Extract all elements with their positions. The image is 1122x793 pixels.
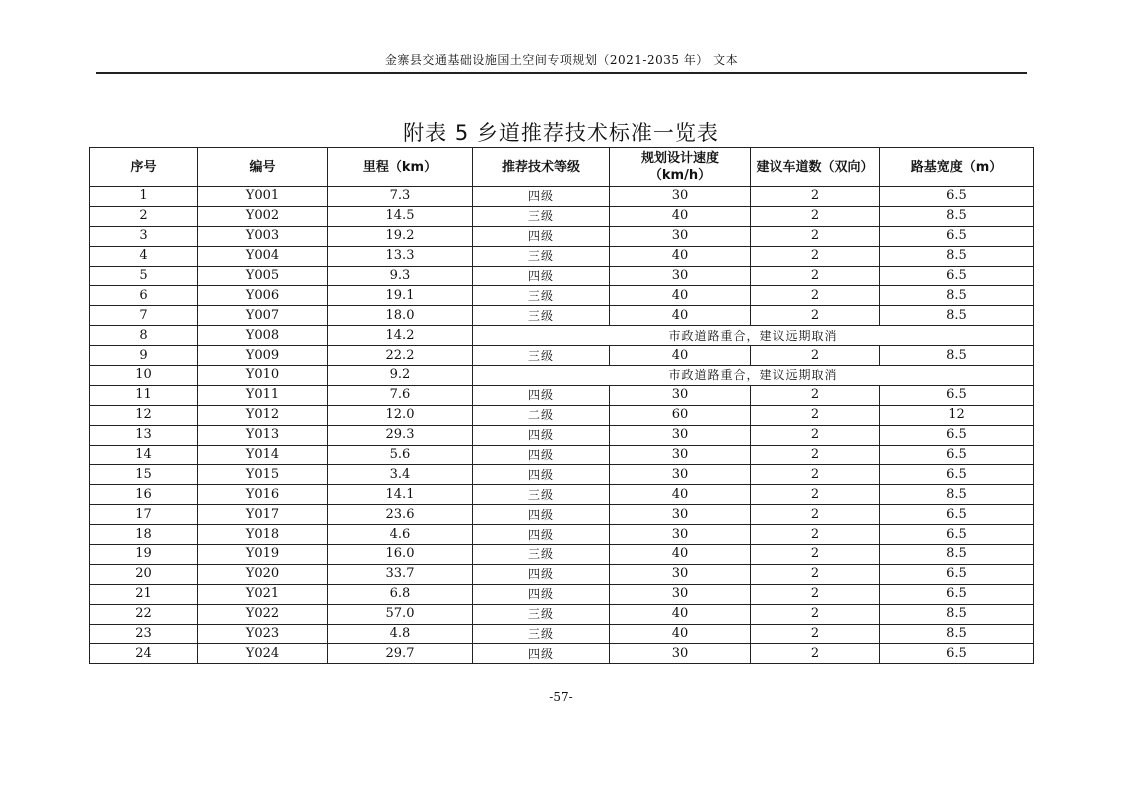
cell-grade: 二级 — [473, 405, 610, 425]
cell-width: 6.5 — [880, 525, 1034, 545]
cell-lanes: 2 — [751, 206, 880, 226]
cell-lanes: 2 — [751, 266, 880, 286]
table-row — [90, 604, 1034, 624]
cell-code: Y019 — [198, 545, 328, 565]
cell-lanes: 2 — [751, 187, 880, 207]
cell-code: Y012 — [198, 405, 328, 425]
cell-grade: 三级 — [473, 545, 610, 565]
cell-grade: 四级 — [473, 266, 610, 286]
cell-code: Y004 — [198, 246, 328, 266]
cell-speed: 30 — [610, 644, 751, 664]
cell-grade: 三级 — [473, 206, 610, 226]
cell-code: Y018 — [198, 525, 328, 545]
cell-width: 8.5 — [880, 346, 1034, 366]
cell-grade: 四级 — [473, 465, 610, 485]
cell-width: 6.5 — [880, 266, 1034, 286]
cell-code: Y022 — [198, 604, 328, 624]
cell-lanes: 2 — [751, 564, 880, 584]
cell-no: 16 — [90, 485, 198, 505]
col-header-width: 路基宽度（m） — [880, 148, 1034, 187]
cell-no: 8 — [90, 326, 198, 346]
cell-speed: 40 — [610, 624, 751, 644]
table-row — [90, 525, 1034, 545]
cell-grade: 四级 — [473, 525, 610, 545]
cell-grade: 三级 — [473, 246, 610, 266]
cell-length: 14.5 — [328, 206, 473, 226]
cell-no: 6 — [90, 286, 198, 306]
cell-grade: 四级 — [473, 564, 610, 584]
cell-code: Y007 — [198, 306, 328, 326]
cell-length: 9.3 — [328, 266, 473, 286]
cell-width: 6.5 — [880, 465, 1034, 485]
cell-speed: 30 — [610, 564, 751, 584]
col-header-lanes: 建议车道数（双向） — [751, 148, 880, 187]
col-header-code: 编号 — [198, 148, 328, 187]
cell-no: 3 — [90, 226, 198, 246]
cell-no: 4 — [90, 246, 198, 266]
table-row — [90, 564, 1034, 584]
cell-no: 7 — [90, 306, 198, 326]
table-header-row — [90, 148, 1034, 187]
cell-length: 9.2 — [328, 366, 473, 386]
cell-no: 22 — [90, 604, 198, 624]
cell-code: Y014 — [198, 445, 328, 465]
cell-grade: 三级 — [473, 306, 610, 326]
cell-speed: 30 — [610, 266, 751, 286]
table-row — [90, 286, 1034, 306]
cell-no: 19 — [90, 545, 198, 565]
cell-width: 8.5 — [880, 624, 1034, 644]
cell-width: 6.5 — [880, 505, 1034, 525]
header-rule — [96, 72, 1027, 74]
cell-length: 33.7 — [328, 564, 473, 584]
table-body — [90, 187, 1034, 664]
table-row — [90, 405, 1034, 425]
table-row — [90, 425, 1034, 445]
table-row — [90, 266, 1034, 286]
col-header-speed — [610, 148, 751, 187]
cell-lanes: 2 — [751, 246, 880, 266]
cell-grade: 四级 — [473, 445, 610, 465]
table-title: 附表 5 乡道推荐技术标准一览表 — [403, 121, 719, 145]
cell-lanes: 2 — [751, 624, 880, 644]
cell-width: 8.5 — [880, 545, 1034, 565]
cell-width: 6.5 — [880, 385, 1034, 405]
cell-code: Y017 — [198, 505, 328, 525]
table-row — [90, 584, 1034, 604]
cell-width: 6.5 — [880, 564, 1034, 584]
table-row — [90, 246, 1034, 266]
table-row — [90, 385, 1034, 405]
cell-grade: 四级 — [473, 644, 610, 664]
cell-length: 6.8 — [328, 584, 473, 604]
cell-code: Y011 — [198, 385, 328, 405]
cell-lanes: 2 — [751, 644, 880, 664]
cell-length: 13.3 — [328, 246, 473, 266]
cell-no: 9 — [90, 346, 198, 366]
cell-width: 8.5 — [880, 286, 1034, 306]
cell-width: 6.5 — [880, 584, 1034, 604]
cell-lanes: 2 — [751, 465, 880, 485]
cell-lanes: 2 — [751, 604, 880, 624]
cell-length: 4.8 — [328, 624, 473, 644]
cell-length: 7.6 — [328, 385, 473, 405]
cell-code: Y005 — [198, 266, 328, 286]
cell-lanes: 2 — [751, 306, 880, 326]
cell-code: Y006 — [198, 286, 328, 306]
cell-width: 12 — [880, 405, 1034, 425]
page-number: -57- — [549, 690, 573, 704]
cell-speed: 30 — [610, 525, 751, 545]
cell-no: 15 — [90, 465, 198, 485]
cell-lanes: 2 — [751, 405, 880, 425]
cell-speed: 30 — [610, 465, 751, 485]
cell-lanes: 2 — [751, 385, 880, 405]
cell-no: 10 — [90, 366, 198, 386]
running-header: 金寨县交通基础设施国土空间专项规划（2021-2035 年） 文本 — [384, 53, 739, 67]
cell-code: Y016 — [198, 485, 328, 505]
cell-width: 6.5 — [880, 425, 1034, 445]
cell-speed: 40 — [610, 346, 751, 366]
table-row — [90, 485, 1034, 505]
cell-length: 29.7 — [328, 644, 473, 664]
cell-width: 8.5 — [880, 306, 1034, 326]
table-row — [90, 445, 1034, 465]
cell-no: 24 — [90, 644, 198, 664]
cell-width: 8.5 — [880, 246, 1034, 266]
table-row — [90, 366, 1034, 386]
cell-no: 20 — [90, 564, 198, 584]
cell-speed: 30 — [610, 187, 751, 207]
cell-code: Y024 — [198, 644, 328, 664]
cell-speed: 40 — [610, 246, 751, 266]
cell-width: 8.5 — [880, 485, 1034, 505]
cell-lanes: 2 — [751, 226, 880, 246]
cell-speed: 40 — [610, 206, 751, 226]
table-row — [90, 346, 1034, 366]
cell-lanes: 2 — [751, 485, 880, 505]
cell-code: Y008 — [198, 326, 328, 346]
cell-speed: 30 — [610, 584, 751, 604]
cell-no: 17 — [90, 505, 198, 525]
cell-no: 13 — [90, 425, 198, 445]
cell-length: 5.6 — [328, 445, 473, 465]
cell-code: Y015 — [198, 465, 328, 485]
table-row — [90, 226, 1034, 246]
cell-speed: 30 — [610, 226, 751, 246]
cell-grade: 三级 — [473, 624, 610, 644]
cell-no: 11 — [90, 385, 198, 405]
cell-grade: 四级 — [473, 505, 610, 525]
cell-code: Y020 — [198, 564, 328, 584]
cell-length: 57.0 — [328, 604, 473, 624]
cell-length: 19.2 — [328, 226, 473, 246]
cell-speed: 60 — [610, 405, 751, 425]
cell-code: Y002 — [198, 206, 328, 226]
cell-code: Y013 — [198, 425, 328, 445]
cell-code: Y010 — [198, 366, 328, 386]
cell-no: 18 — [90, 525, 198, 545]
cell-no: 12 — [90, 405, 198, 425]
cell-length: 7.3 — [328, 187, 473, 207]
cell-grade: 四级 — [473, 425, 610, 445]
cell-note: 市政道路重合，建议远期取消 — [473, 326, 1034, 346]
cell-width: 6.5 — [880, 187, 1034, 207]
cell-grade: 三级 — [473, 604, 610, 624]
cell-code: Y003 — [198, 226, 328, 246]
cell-lanes: 2 — [751, 584, 880, 604]
cell-lanes: 2 — [751, 505, 880, 525]
col-header-speed-label: 规划设计速度（km/h） — [640, 151, 719, 183]
cell-code: Y021 — [198, 584, 328, 604]
cell-length: 3.4 — [328, 465, 473, 485]
cell-code: Y001 — [198, 187, 328, 207]
cell-length: 14.1 — [328, 485, 473, 505]
cell-speed: 40 — [610, 306, 751, 326]
cell-no: 23 — [90, 624, 198, 644]
cell-grade: 三级 — [473, 346, 610, 366]
cell-length: 22.2 — [328, 346, 473, 366]
cell-no: 5 — [90, 266, 198, 286]
cell-width: 8.5 — [880, 206, 1034, 226]
cell-length: 12.0 — [328, 405, 473, 425]
col-header-length: 里程（km） — [328, 148, 473, 187]
cell-length: 29.3 — [328, 425, 473, 445]
cell-length: 14.2 — [328, 326, 473, 346]
cell-speed: 30 — [610, 505, 751, 525]
cell-no: 14 — [90, 445, 198, 465]
cell-code: Y023 — [198, 624, 328, 644]
table-row — [90, 545, 1034, 565]
cell-speed: 30 — [610, 445, 751, 465]
cell-width: 6.5 — [880, 226, 1034, 246]
cell-note: 市政道路重合，建议远期取消 — [473, 366, 1034, 386]
cell-lanes: 2 — [751, 445, 880, 465]
cell-lanes: 2 — [751, 286, 880, 306]
cell-no: 1 — [90, 187, 198, 207]
cell-grade: 三级 — [473, 286, 610, 306]
cell-length: 16.0 — [328, 545, 473, 565]
cell-speed: 40 — [610, 545, 751, 565]
table-row — [90, 306, 1034, 326]
table-row — [90, 326, 1034, 346]
cell-width: 6.5 — [880, 445, 1034, 465]
cell-lanes: 2 — [751, 525, 880, 545]
cell-width: 8.5 — [880, 604, 1034, 624]
cell-code: Y009 — [198, 346, 328, 366]
cell-length: 18.0 — [328, 306, 473, 326]
cell-speed: 40 — [610, 286, 751, 306]
cell-grade: 四级 — [473, 226, 610, 246]
col-header-no: 序号 — [90, 148, 198, 187]
cell-length: 4.6 — [328, 525, 473, 545]
cell-no: 2 — [90, 206, 198, 226]
cell-lanes: 2 — [751, 346, 880, 366]
cell-grade: 四级 — [473, 385, 610, 405]
cell-lanes: 2 — [751, 545, 880, 565]
cell-lanes: 2 — [751, 425, 880, 445]
cell-no: 21 — [90, 584, 198, 604]
col-header-grade: 推荐技术等级 — [473, 148, 610, 187]
cell-length: 19.1 — [328, 286, 473, 306]
table-row — [90, 187, 1034, 207]
cell-length: 23.6 — [328, 505, 473, 525]
table-row — [90, 206, 1034, 226]
cell-width: 6.5 — [880, 644, 1034, 664]
table-row — [90, 465, 1034, 485]
cell-speed: 30 — [610, 385, 751, 405]
cell-speed: 40 — [610, 604, 751, 624]
cell-speed: 40 — [610, 485, 751, 505]
cell-grade: 四级 — [473, 584, 610, 604]
cell-speed: 30 — [610, 425, 751, 445]
cell-grade: 四级 — [473, 187, 610, 207]
table-row — [90, 644, 1034, 664]
cell-grade: 三级 — [473, 485, 610, 505]
road-standards-table — [89, 147, 1034, 664]
table-row — [90, 505, 1034, 525]
table-row — [90, 624, 1034, 644]
